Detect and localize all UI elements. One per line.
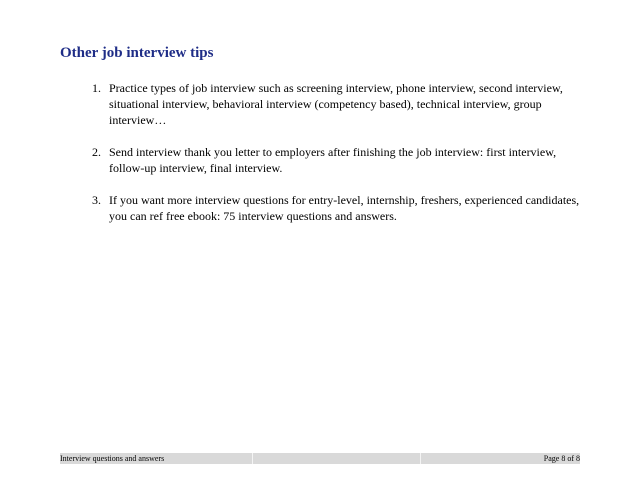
footer-page-number: Page 8 of 8: [543, 454, 580, 463]
list-item-number: 3.: [92, 193, 101, 207]
page-title: Other job interview tips: [60, 45, 214, 61]
list-item: [92, 144, 592, 176]
footer-document-name: Interview questions and answers: [60, 454, 165, 463]
tips-list: [92, 80, 592, 240]
footer-divider: [420, 453, 421, 464]
footer-divider: [252, 453, 253, 464]
list-item-text: If you want more interview questions for entry-level, internship, freshers, experienced candidates, you can ref free ebook: 75 interview questions and answers.: [109, 193, 580, 223]
list-item: [92, 192, 592, 224]
list-item-number: 1.: [92, 81, 101, 95]
page-footer: [60, 453, 580, 464]
list-item-number: 2.: [92, 145, 101, 159]
list-item-text: Practice types of job interview such as screening interview, phone interview, second interview, situational interview, behavioral interview (competency based), technical interview, group interview…: [109, 81, 563, 127]
list-item-text: Send interview thank you letter to employers after finishing the job interview: first interview, follow-up interview, final interview.: [109, 145, 557, 175]
list-item: [92, 80, 592, 128]
